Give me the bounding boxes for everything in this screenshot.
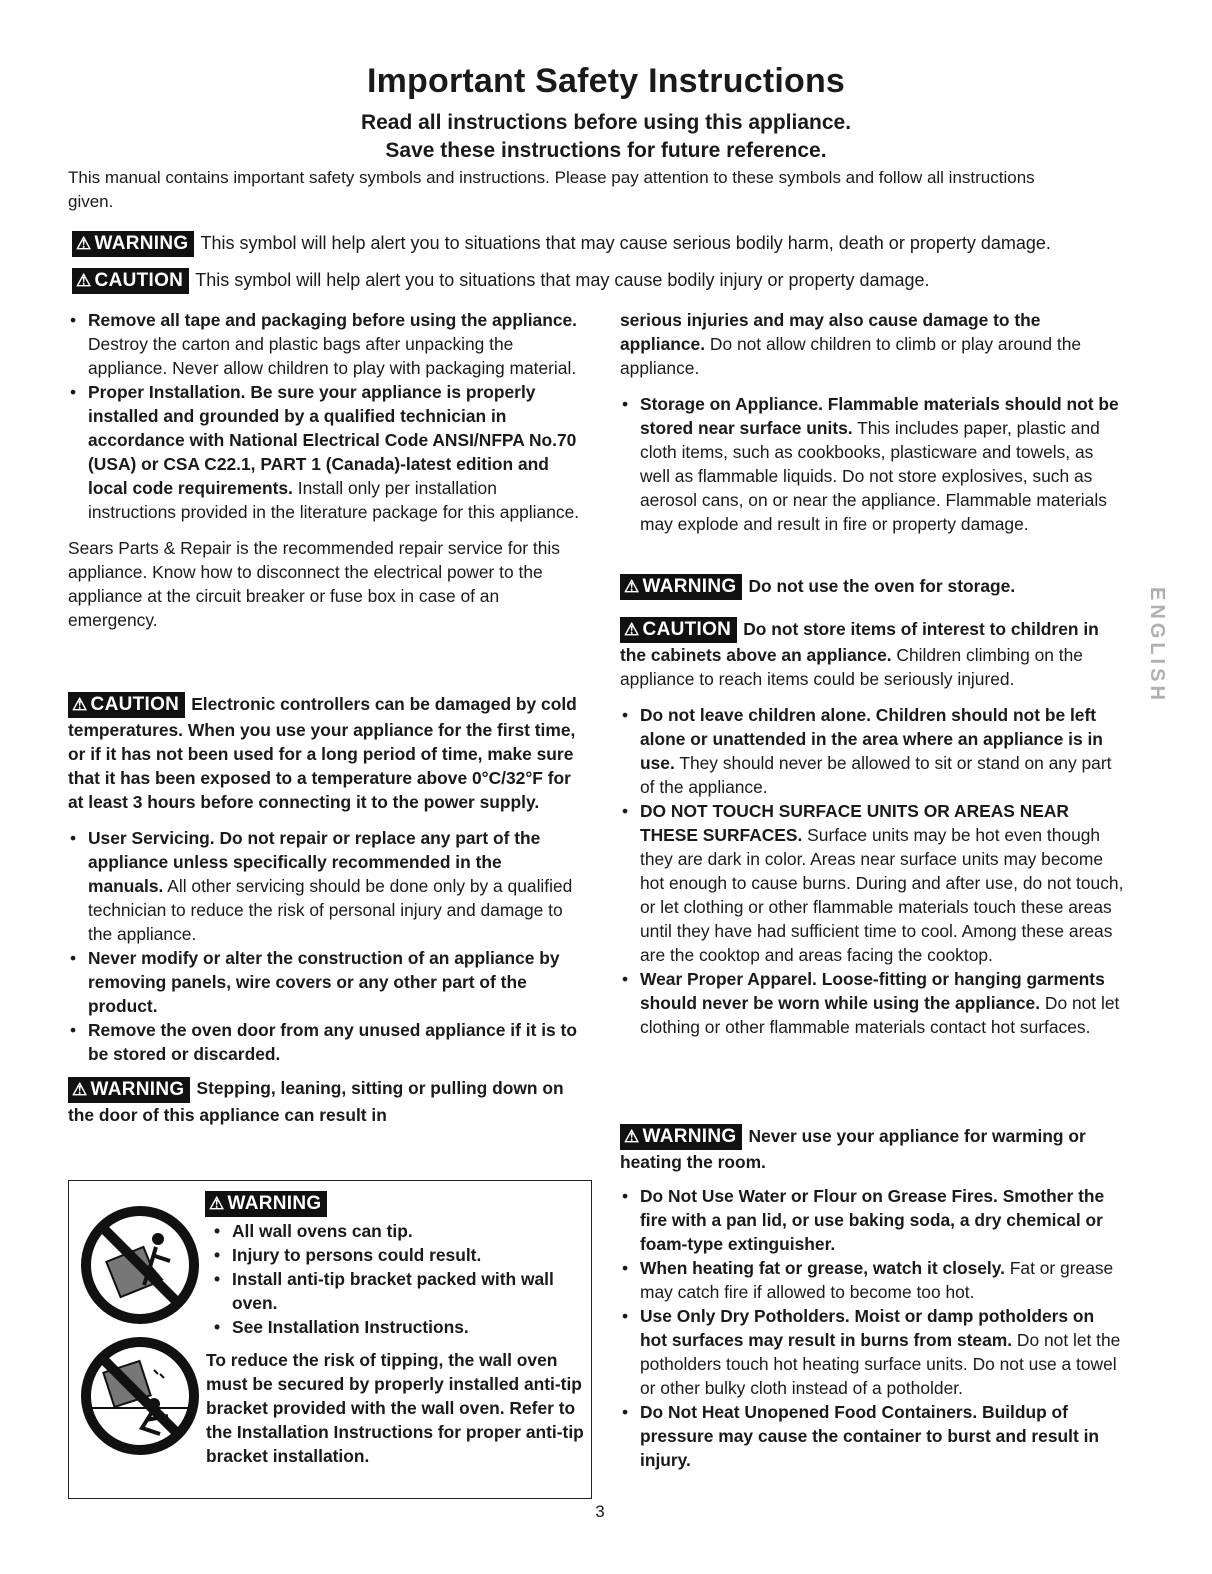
warning-triangle-icon: ⚠ (624, 577, 640, 597)
list-item: • Remove the oven door from any unused appliance if it is to be stored or discarded. (68, 1018, 580, 1066)
caution-symbol-legend: ⚠ CAUTION This symbol will help alert you to situations that may cause bodily injury or property damage. (72, 267, 1152, 294)
anti-tip-paragraph: To reduce the risk of tipping, the wall oven must be secured by properly installed anti-tip bracket provided with the wall oven. Refer to the Installation Instructions for proper anti-tip bracket installation. (206, 1350, 584, 1466)
list-item: • Install anti-tip bracket packed with wall oven. (212, 1267, 582, 1315)
box-warning-badge: ⚠ WARNING (205, 1191, 327, 1217)
list-item: • Remove all tape and packaging before using the appliance. Destroy the carton and plastic bags after unpacking the appliance. Never allow children to play with packaging material. (68, 308, 580, 380)
list-item: • User Servicing. Do not repair or replace any part of the appliance unless specifically recommended in the manuals. All other servicing should be done only by a qualified technician to reduce the risk of personal injury and damage to the appliance. (68, 826, 580, 946)
list-item: • Proper Installation. Be sure your appliance is properly installed and grounded by a qualified technician in accordance with National Electrical Code ANSI/NFPA No.70 (USA) or CSA C22.1, PART 1 (Canada)-latest edition and local code requirements. Install only per installation instructions provided in the literature package for this appliance. (68, 380, 580, 524)
list-item: • See Installation Instructions. (212, 1315, 582, 1339)
list-item: • Wear Proper Apparel. Loose-fitting or hanging garments should never be worn while using the appliance. Do not let clothing or other flammable materials contact hot surfaces. (620, 967, 1125, 1039)
warning-badge: ⚠ WARNING (68, 1077, 190, 1103)
anti-tip-list (212, 1219, 582, 1339)
caution-badge: ⚠ CAUTION (72, 268, 189, 294)
left-column-caution: ⚠ CAUTION Electronic controllers can be damaged by cold temperatures. When you use your appliance for the first time, or if it has not been used for a long period of time, make sure that it has been exposed to a temperature above 0°C/32°F for at least 3 hours before connecting it to the power supply. • User Servicing. Do not repair or replace any part of the appliance unless specifically recommended in the manuals. All other servicing should be done only by a qualified technician to reduce the risk of personal injury and damage to the appliance. • Never modify or alter the construction of an appliance by removing panels, wire covers or any other part of the product. • Remove the oven door from any unused appliance if it is to be stored or discarded. ⚠ WARNING Stepping, leaning, sitting or pulling down on the door of this appliance can result in (68, 692, 580, 1127)
caution-badge: ⚠ CAUTION (68, 692, 185, 718)
warning-triangle-icon: ⚠ (76, 271, 92, 291)
caution-badge: ⚠ CAUTION (620, 617, 737, 643)
list-item: • DO NOT TOUCH SURFACE UNITS OR AREAS NEAR THESE SURFACES. Surface units may be hot even though they are dark in color. Areas near surface units may become hot enough to cause burns. During and after use, do not touch, or let clothing or other flammable materials touch these areas until they have had sufficient time to cool. Among these areas are the cooktop and areas facing the cooktop. (620, 799, 1125, 967)
warning-triangle-icon: ⚠ (624, 1127, 640, 1147)
list-item: • When heating fat or grease, watch it closely. Fat or grease may catch fire if allowed to become too hot. (620, 1256, 1125, 1304)
list-item: • Use Only Dry Potholders. Moist or damp potholders on hot surfaces may result in burns from steam. Do not let the potholders touch hot heating surface units. Do not use a towel or other bulky cloth instead of a potholder. (620, 1304, 1125, 1400)
list-item: • Storage on Appliance. Flammable materials should not be stored near surface units. This includes paper, plastic and cloth items, such as cookbooks, plasticware and towels, as well as flammable liquids. Do not store explosives, such as aerosol cans, on or near the appliance. Flammable materials may explode and result in fire or property damage. (620, 392, 1125, 536)
list-item: • Do Not Use Water or Flour on Grease Fires. Smother the fire with a pan lid, or use baking soda, a dry chemical or foam-type extinguisher. (620, 1184, 1125, 1256)
sears-paragraph: Sears Parts & Repair is the recommended repair service for this appliance. Know how to disconnect the electrical power to the appliance at the circuit breaker or fuse box in case of an emergency. (68, 538, 560, 630)
warning-symbol-legend: ⚠ WARNING This symbol will help alert you to situations that may cause serious bodily harm, death or property damage. (72, 230, 1152, 257)
warning-badge: ⚠ WARNING (620, 1124, 742, 1150)
subtitle-save-instructions: Save these instructions for future reference. (385, 139, 827, 162)
right-column-bottom: ⚠ WARNING Never use your appliance for warming or heating the room. • Do Not Use Water or Flour on Grease Fires. Smother the fire with a pan lid, or use baking soda, a dry chemical or foam-type extinguisher. • When heating fat or grease, watch it closely. Fat or grease may catch fire if allowed to become too hot. • Use Only Dry Potholders. Moist or damp potholders on hot surfaces may result in burns from steam. Do not let the potholders touch hot heating surface units. Do not use a towel or other bulky cloth instead of a potholder. • Do Not Heat Unopened Food Containers. Buildup of pressure may cause the container to burst and result in injury. (620, 1124, 1125, 1472)
warning-triangle-icon: ⚠ (76, 234, 92, 254)
right-column-storage-warning: ⚠ WARNING Do not use the oven for storage. (620, 574, 1125, 600)
warning-triangle-icon: ⚠ (209, 1194, 225, 1213)
no-climbing-oven-icon (80, 1336, 200, 1456)
intro-paragraph: This manual contains important safety symbols and instructions. Please pay attention to these symbols and follow all instructions given. (68, 168, 1035, 211)
list-item: • Injury to persons could result. (212, 1243, 582, 1267)
left-column-top (68, 308, 580, 632)
list-item: • Do not leave children alone. Children should not be left alone or unattended in the area where an appliance is in use. They should never be allowed to sit or stand on any part of the appliance. (620, 703, 1125, 799)
list-item: • All wall ovens can tip. (212, 1219, 582, 1243)
warning-badge: ⚠ WARNING (72, 231, 194, 257)
language-side-tab: ENGLISH (1146, 586, 1168, 704)
warning-triangle-icon: ⚠ (72, 1079, 88, 1099)
warning-triangle-icon: ⚠ (624, 620, 640, 640)
warning-badge: ⚠ WARNING (620, 574, 742, 600)
right-column-middle: ⚠ CAUTION Do not store items of interest to children in the cabinets above an appliance. Children climbing on the appliance to reach items could be seriously injured. • Do not leave children alone. Children should not be left alone or unattended in the area where an appliance is in use. They should never be allowed to sit or stand on any part of the appliance. • DO NOT TOUCH SURFACE UNITS OR AREAS NEAR THESE SURFACES. Surface units may be hot even though they are dark in color. Areas near surface units may become hot enough to cause burns. During and after use, do not touch, or let clothing or other flammable materials touch these areas until they have had sufficient time to cool. Among these areas are the cooktop and areas facing the cooktop. • Wear Proper Apparel. Loose-fitting or hanging garments should never be worn while using the appliance. Do not let clothing or other flammable materials contact hot surfaces. (620, 617, 1125, 1039)
page-title: Important Safety Instructions (366, 62, 846, 100)
page-number: 3 (595, 1502, 605, 1521)
subtitle-read-instructions: Read all instructions before using this appliance. (360, 111, 852, 134)
right-column-top: serious injuries and may also cause damage to the appliance. Do not allow children to climb or play around the appliance. • Storage on Appliance. Flammable materials should not be stored near surface units. This includes paper, plastic and cloth items, such as cookbooks, plasticware and towels, as well as flammable liquids. Do not store explosives, such as aerosol cans, on or near the appliance. Flammable materials may explode and result in fire or property damage. (620, 308, 1125, 536)
warning-triangle-icon: ⚠ (72, 695, 88, 715)
list-item: • Never modify or alter the construction of an appliance by removing panels, wire covers or any other part of the product. (68, 946, 580, 1018)
no-tipping-oven-icon (80, 1205, 200, 1325)
list-item: • Do Not Heat Unopened Food Containers. Buildup of pressure may cause the container to burst and result in injury. (620, 1400, 1125, 1472)
